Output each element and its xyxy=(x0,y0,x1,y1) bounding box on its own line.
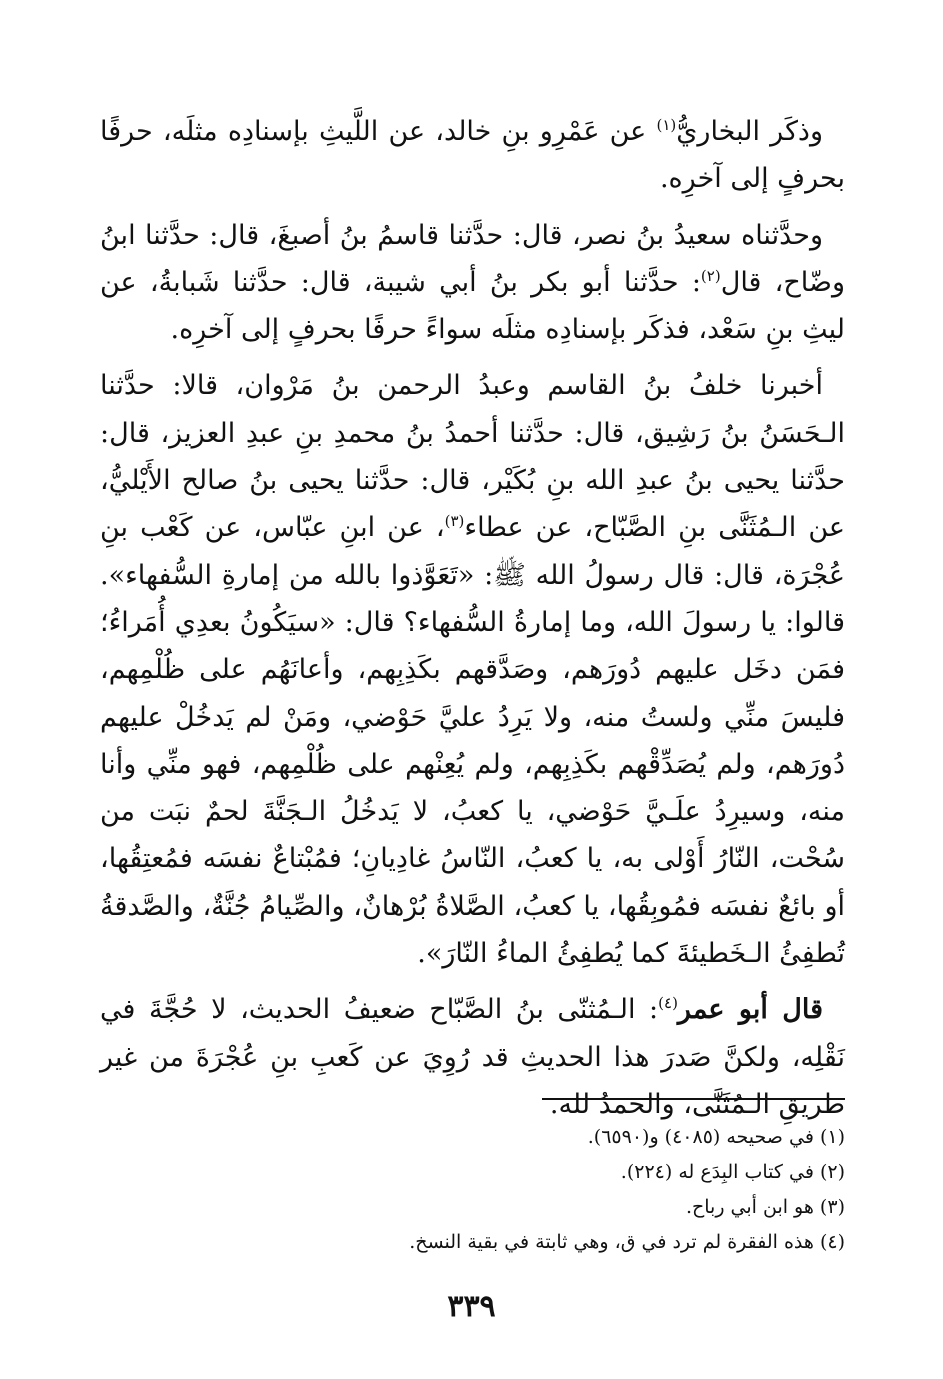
footnote-2: (٢) في كتاب البِدَع له (٢٢٤). xyxy=(620,1161,845,1183)
paragraph-text: وحدَّثناه سعيدُ بنُ نصر، قال: حدَّثنا قاسمُ بنُ أصبغَ، قال: حدَّثنا ابنُ وضّاح، قال xyxy=(100,219,845,298)
paragraph-1 xyxy=(100,108,845,203)
footnote-4: (٤) هذه الفقرة لم ترد في ق، وهي ثابتة في بقية النسخ. xyxy=(409,1231,845,1253)
paragraph-4 xyxy=(100,986,845,1128)
footnote-ref-2[interactable]: (٢) xyxy=(700,266,721,285)
footnote-1: (١) في صحيحه (٤٠٨٥) و(٦٥٩٠). xyxy=(587,1126,845,1148)
author-label: قال أبو عمر xyxy=(677,994,824,1026)
footnote-ref-3[interactable]: (٣) xyxy=(444,512,465,531)
main-text xyxy=(100,108,845,1137)
footnotes xyxy=(360,1120,845,1260)
footnote-ref-4[interactable]: (٤) xyxy=(658,994,678,1013)
footnote-3: (٣) هو ابن أبي رباح. xyxy=(685,1196,845,1218)
paragraph-2 xyxy=(100,212,845,354)
paragraph-text: ، عن ابنِ عبّاس، عن كَعْب بنِ عُجْرَة، قال: قال رسولُ الله ﷺ: «تَعَوَّذوا بالله من إمارةِ السُّفهاء». قالوا: يا رسولَ الله، وما إمارةُ السُّفهاء؟ قال: «سيَكُونُ بعدِي أُمَراءُ؛ فمَن دخَل عليهم دُورَهم، وصَدَّقهم بكَذِبِهم، وأعانَهُم على ظُلْمِهم، فليسَ منِّي ولستُ منه، ولا يَرِدُ عليَّ حَوْضي، ومَنْ لم يَدخُلْ عليهم دُورَهم، ولم يُصَدِّقْهم بكَذِبِهم، ولم يُعِنْهم على ظُلْمِهم، فهو منِّي وأنا منه، وسيرِدُ علَـيَّ حَوْضي، يا كعبُ، لا يَدخُلُ الـجَنَّةَ لحمٌ نبَت من سُحْت، النّارُ أَوْلى به، يا كعبُ، النّاسُ غادِيانِ؛ فمُبْتاعٌ نفسَه فمُعتِقُها، أو بائعٌ نفسَه فمُوبِقُها، يا كعبُ، الصَّلاةُ بُرْهانٌ، والصِّيامُ جُنَّةٌ، والصَّدقةُ تُطفِئُ الـخَطيئةَ كما يُطفِئُ الماءُ النّارَ». xyxy=(100,512,846,970)
paragraph-text: وذكَر البخاريُّ xyxy=(676,116,823,147)
footnote-ref-1[interactable]: (١) xyxy=(656,116,677,134)
paragraph-text: أخبرنا خلفُ بنُ القاسم وعبدُ الرحمن بنُ مَرْوان، قالا: حدَّثنا الـحَسَنُ بنُ رَشِيق، قال: حدَّثنا أحمدُ بنُ محمدِ بنِ عبدِ العزيز، قال: حدَّثنا يحيى بنُ عبدِ الله بنِ بُكَيْر، قال: حدَّثنا يحيى بنُ صالح الأَيْليُّ، عن الـمُثَنَّى بنِ الصَّبّاح، عن عطاء xyxy=(100,370,845,544)
paragraph-3 xyxy=(100,362,845,977)
paragraph-text: : حدَّثنا أبو بكر بنُ أبي شيبة، قال: حدَّثنا شَبابةُ، عن ليثِ بنِ سَعْد، فذكَر بإسنادِه مثلَه سواءً حرفًا بحرفٍ إلى آخرِه. xyxy=(100,266,845,346)
page-number: ٣٣٩ xyxy=(447,1289,496,1324)
paragraph-text: عن عَمْرِو بنِ خالد، عن اللَّيثِ بإسنادِه مثلَه، حرفًا بحرفٍ إلى آخرِه. xyxy=(100,116,845,195)
footnote-divider xyxy=(542,1098,845,1100)
paragraph-text: : الـمُثنّى بنُ الصَّبّاح ضعيفُ الحديث، لا حُجَّةَ في نَقْلِه، ولكنَّ صَدرَ هذا الحديثِ قد رُوِيَ عن كَعبِ بنِ عُجْرَةَ من غير طريقِ الـمُثَنَّى، والحمدُ لله. xyxy=(100,994,845,1120)
